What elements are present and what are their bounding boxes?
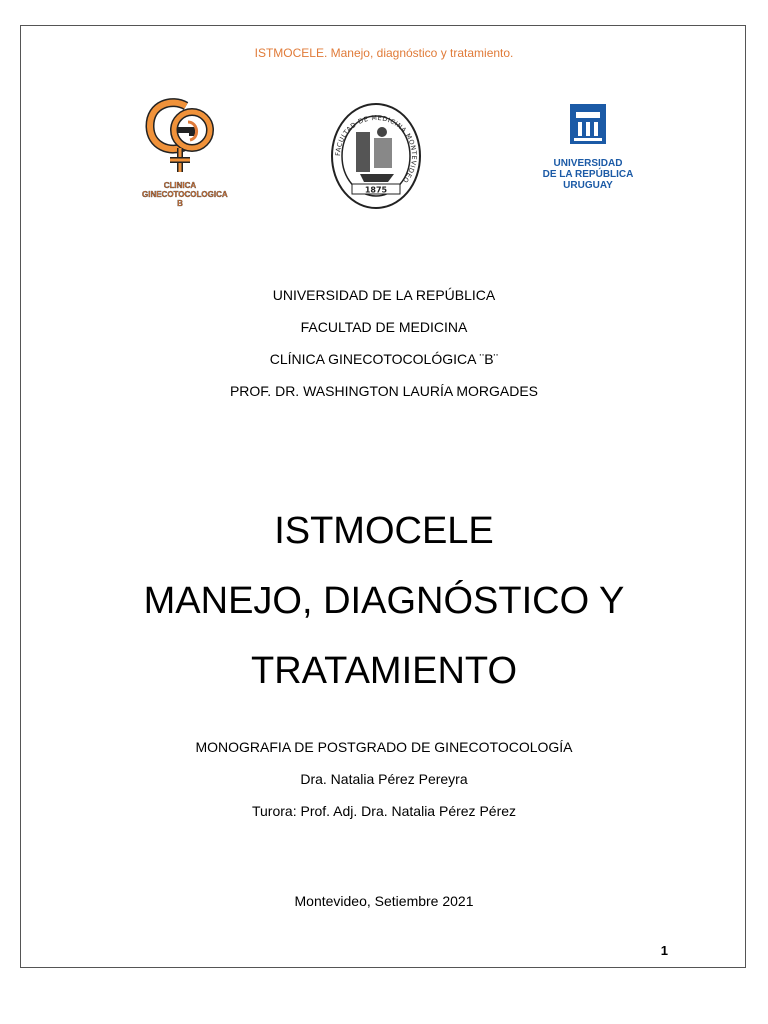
udelar-logo-line: DE LA REPÚBLICA: [542, 169, 634, 180]
clinica-logo-line: CLINICA: [163, 181, 197, 190]
title-line: ISTMOCELE: [274, 510, 494, 552]
facultad-medicina-seal: [330, 102, 422, 210]
running-header: ISTMOCELE. Manejo, diagnóstico y tratamiento.: [254, 46, 514, 60]
clinica-emblem-icon: [142, 96, 218, 176]
author-name: Dra. Natalia Pérez Pereyra: [300, 771, 468, 787]
page-number: 1: [660, 943, 668, 958]
place-date: Montevideo, Setiembre 2021: [294, 893, 474, 909]
title-line: MANEJO, DIAGNÓSTICO Y: [143, 580, 625, 622]
facultad-seal-icon: [330, 102, 422, 210]
institution-block: [0, 279, 768, 407]
tutor-name: Turora: Prof. Adj. Dra. Natalia Pérez Pérez: [251, 803, 517, 819]
udelar-logo: [540, 98, 636, 198]
title-line: TRATAMIENTO: [251, 650, 517, 692]
institution-director: PROF. DR. WASHINGTON LAURÍA MORGADES: [229, 383, 539, 399]
institution-university: UNIVERSIDAD DE LA REPÚBLICA: [272, 287, 496, 303]
udelar-building-icon: [540, 98, 636, 154]
seal-year: 1875: [364, 185, 388, 195]
clinica-logo: [142, 96, 228, 212]
seal-ring-text: FACULTAD DE MEDICINA MONTEVIDEO: [333, 113, 419, 185]
institution-faculty: FACULTAD DE MEDICINA: [300, 319, 468, 335]
clinica-logo-line: GINECOTOCOLOGICA: [142, 190, 228, 199]
subtitle-block: [0, 731, 768, 827]
document-title: [0, 496, 768, 706]
udelar-logo-line: UNIVERSIDAD: [553, 158, 623, 169]
institution-clinic: CLÍNICA GINECOTOCOLÓGICA ¨B¨: [269, 351, 499, 367]
udelar-logo-line: URUGUAY: [563, 180, 613, 191]
clinica-logo-line: B: [177, 199, 183, 208]
monograph-type: MONOGRAFIA DE POSTGRADO DE GINECOTOCOLOGÍA: [195, 739, 573, 755]
